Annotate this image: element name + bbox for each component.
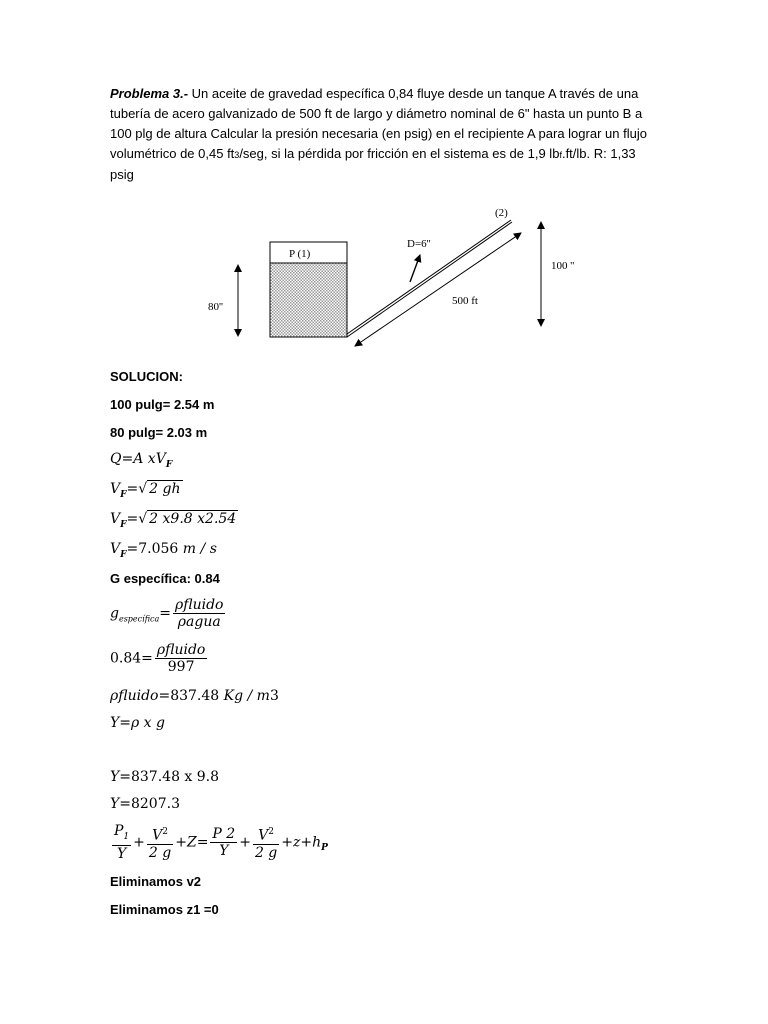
- conversion-100: 100 pulg= 2.54 m: [110, 397, 215, 412]
- right-height-label: 100 '': [551, 260, 575, 272]
- tank-pipe-diagram: [200, 200, 600, 360]
- problem-text-3: .ft/lb. R: 1,33 psig: [110, 146, 636, 182]
- tank-label: P (1): [289, 248, 311, 260]
- equation-specific-gravity: $g_{específica}=$ $\frac{\text{ρfluido}}{\text{ρagua}}$: [110, 597, 224, 630]
- problem-statement: [110, 84, 650, 185]
- equation-weight: Y=ρ x g: [110, 715, 165, 731]
- equation-density-result: ρfluido=837.48 Kg / m3: [110, 688, 279, 704]
- subscript-f: f: [559, 150, 562, 160]
- equation-weight-subst: Y=837.48 x 9.8: [110, 769, 220, 785]
- problem-text: Un aceite de gravedad específica 0,84 fluye desde un tanque A través de una tubería de acero galvanizado de 500 ft de largo y diámetro nominal de 6" hasta un punto B a 100 plg de altura Calcular la presión necesaria (en psig) en el recipiente A para lograr un flujo volumétrico de 0,45 ft: [110, 86, 647, 161]
- diameter-arrow: [410, 255, 420, 282]
- equation-flow: Q=A $xV_F$: [110, 451, 173, 470]
- problem-text-2: /seg, si la pérdida por fricción en el sistema es de 1,9 lb: [239, 146, 560, 161]
- conversion-80: 80 pulg= 2.03 m: [110, 425, 208, 440]
- length-label: 500 ft: [452, 295, 478, 307]
- subscript-3: 3: [234, 150, 240, 160]
- specific-gravity-label: G específica: 0.84: [110, 571, 220, 586]
- left-height-label: 80'': [208, 301, 223, 313]
- eliminate-z1: Eliminamos z1 =0: [110, 902, 219, 917]
- equation-velocity-subst: $V_F=√$ 2 x9.8 x2.54: [110, 511, 237, 530]
- solution-heading: SOLUCION:: [110, 369, 183, 384]
- length-arrow: [355, 233, 521, 346]
- equation-weight-result: Y=8207.3: [110, 796, 180, 812]
- diameter-label: D=6'': [407, 238, 431, 250]
- equation-velocity: $V_F=√$ 2 gh: [110, 481, 181, 500]
- problem-lead: Problema 3.-: [110, 86, 189, 101]
- equation-velocity-result: $V_F=7.056$ m / s: [110, 541, 217, 560]
- equation-bernoulli: $\frac{P_1}{Y}$ + $\frac{V^2}{2 g}$ +Z= $\frac{P 2}{Y}$ + $\frac{V^2}{2 g}$ $+z+h_P$: [114, 823, 328, 862]
- point-2-label: (2): [495, 207, 508, 219]
- equation-density: 0.84= $\frac{\text{ρfluido}}{997}$: [110, 642, 206, 675]
- eliminate-v2: Eliminamos v2: [110, 874, 202, 889]
